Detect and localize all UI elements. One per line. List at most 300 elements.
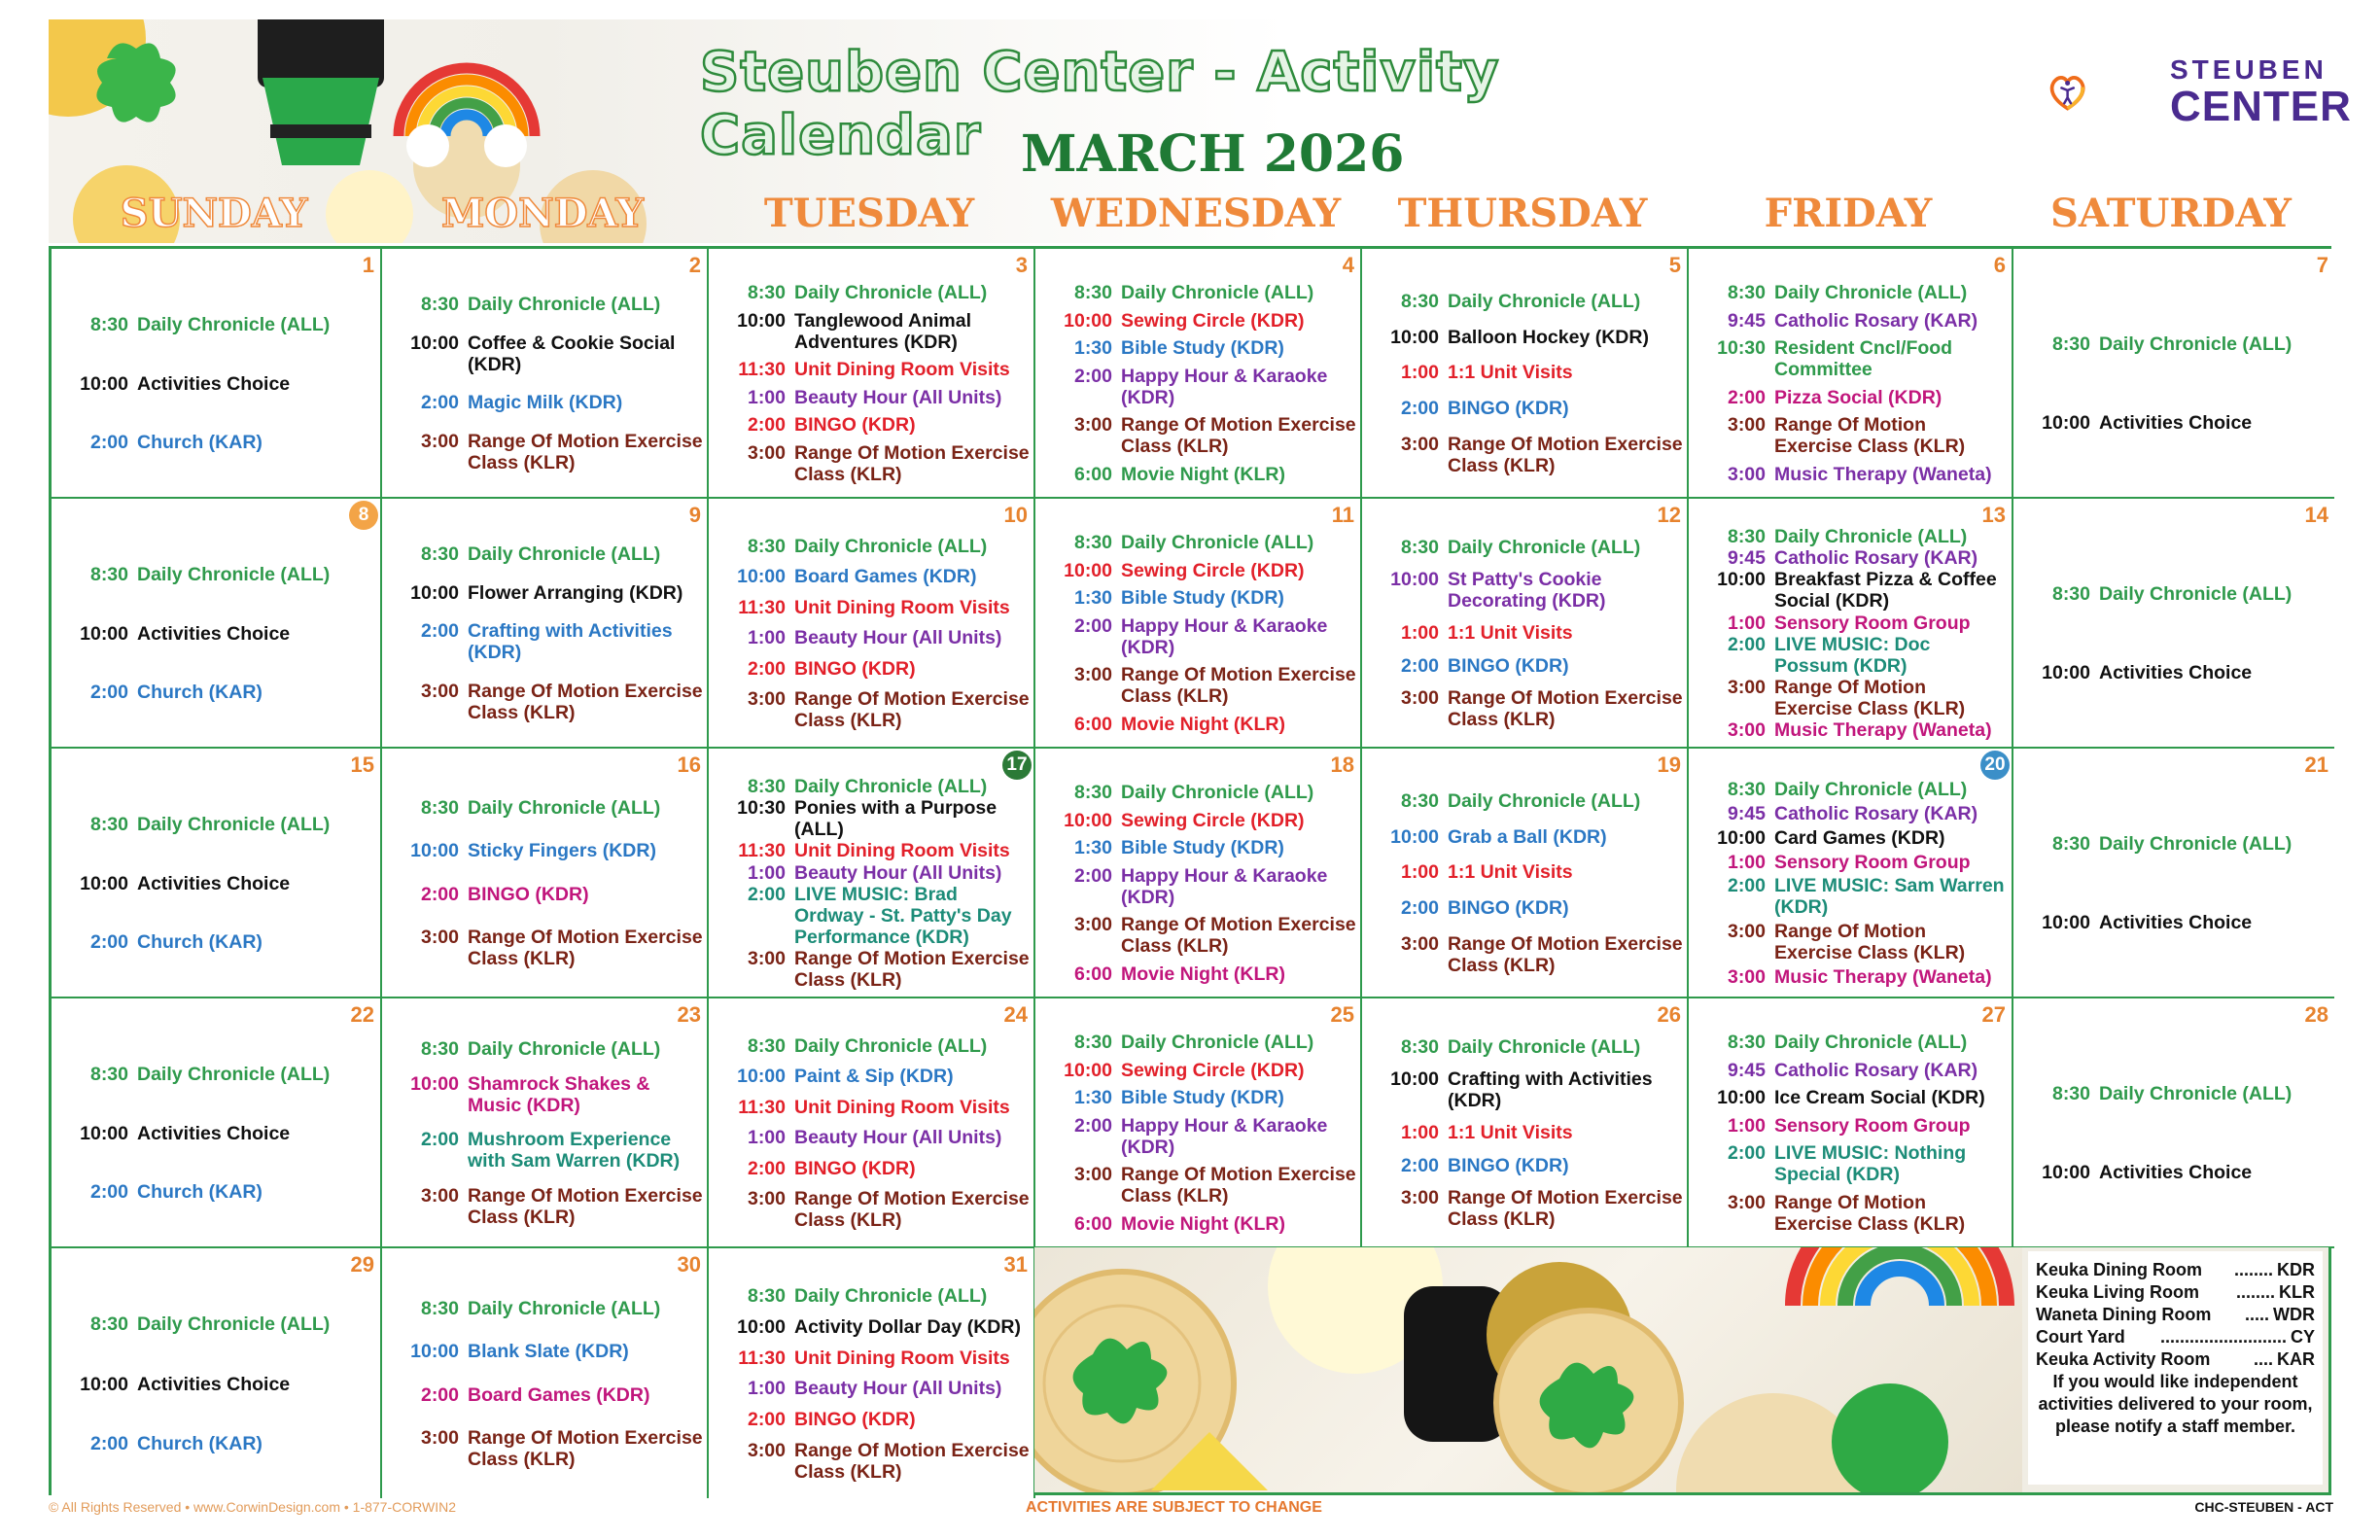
- event-item: [2019, 1083, 2334, 1104]
- event-time: 10:00: [1064, 809, 1112, 831]
- event-item: [1695, 526, 2012, 547]
- event-time: 6:00: [1073, 1212, 1112, 1235]
- event-name: Daily Chronicle (ALL): [2099, 1083, 2292, 1104]
- event-item: [1368, 434, 1687, 476]
- event-time: 8:30: [1400, 290, 1439, 312]
- event-name: BINGO (KDR): [794, 657, 916, 680]
- event-item: [57, 682, 380, 703]
- legend-room-code: WDR: [2273, 1305, 2315, 1324]
- day-cell: [1035, 998, 1362, 1248]
- event-name: Range Of Motion Exercise Class (KLR): [468, 1184, 703, 1228]
- event-item: [1368, 861, 1687, 883]
- day-number: 4: [1342, 253, 1354, 277]
- event-time: 2:00: [747, 883, 786, 905]
- event-time: 11:30: [738, 1096, 786, 1118]
- event-time: 2:00: [1400, 1154, 1439, 1176]
- event-name: Range Of Motion Exercise Class (KLR): [1448, 933, 1683, 977]
- legend-room-name: Waneta Dining Room: [2036, 1305, 2212, 1324]
- event-name: Range Of Motion Exercise Class (KLR): [1121, 914, 1356, 958]
- event-item: [1041, 810, 1360, 831]
- event-item: [1695, 282, 2012, 303]
- event-name: Unit Dining Room Visits: [794, 840, 1010, 862]
- event-name: Daily Chronicle (ALL): [794, 1034, 988, 1057]
- event-list: [1689, 526, 2012, 741]
- event-name: Daily Chronicle (ALL): [137, 1063, 331, 1085]
- event-list: [709, 1276, 1033, 1492]
- event-time: 3:00: [747, 441, 786, 464]
- event-name: Church (KAR): [137, 931, 262, 954]
- event-time: 1:00: [1727, 612, 1766, 634]
- event-item: [388, 797, 707, 819]
- event-list: [2013, 776, 2334, 991]
- legend-dots: ........: [2233, 1260, 2273, 1279]
- event-item: [1041, 1213, 1360, 1235]
- footer-notice: ACTIVITIES ARE SUBJECT TO CHANGE: [1026, 1499, 1322, 1516]
- event-name: Church (KAR): [137, 1432, 262, 1454]
- day-cell: [1035, 749, 1362, 998]
- event-item: [1041, 865, 1360, 908]
- legend-row: [2036, 1259, 2315, 1281]
- event-name: Activities Choice: [137, 872, 291, 894]
- event-item: [1695, 803, 2012, 824]
- day-number: 1: [362, 253, 374, 277]
- event-list: [1362, 276, 1687, 491]
- event-item: [1695, 310, 2012, 332]
- event-time: 2:00: [89, 1432, 128, 1454]
- event-item: [715, 627, 1033, 648]
- event-time: 3:00: [747, 1188, 786, 1210]
- event-time: 3:00: [1400, 434, 1439, 456]
- weekday-sunday: SUNDAY: [120, 191, 308, 236]
- event-name: Activities Choice: [137, 622, 291, 645]
- logo-line2: CENTER: [2170, 83, 2352, 130]
- event-time: 10:00: [1390, 326, 1439, 348]
- event-time: 6:00: [1073, 713, 1112, 735]
- day-number: 23: [677, 1002, 701, 1027]
- logo-text: [2170, 56, 2352, 128]
- event-name: Sewing Circle (KDR): [1121, 809, 1305, 831]
- event-time: 10:00: [1390, 1068, 1439, 1091]
- event-time: 8:30: [747, 282, 786, 304]
- event-item: [2019, 912, 2334, 933]
- event-item: [715, 387, 1033, 408]
- event-name: BINGO (KDR): [468, 883, 589, 905]
- event-time: 1:00: [747, 1127, 786, 1149]
- event-item: [715, 1316, 1033, 1338]
- event-list: [2013, 1026, 2334, 1241]
- event-name: 1:1 Unit Visits: [1448, 622, 1573, 645]
- event-time: 1:30: [1073, 837, 1112, 859]
- day-cell: [1689, 499, 2013, 749]
- day-cell: [382, 249, 709, 499]
- event-name: Sticky Fingers (KDR): [468, 840, 656, 862]
- event-time: 3:00: [1727, 718, 1766, 741]
- event-time: 10:00: [1390, 569, 1439, 591]
- day-cell: [709, 998, 1035, 1248]
- event-item: [715, 1158, 1033, 1179]
- event-item: [1695, 634, 2012, 677]
- event-item: [1695, 1142, 2012, 1185]
- day-number: 8: [349, 501, 378, 530]
- event-list: [709, 276, 1033, 491]
- day-number: 17: [1002, 751, 1032, 780]
- event-item: [388, 927, 707, 969]
- event-item: [1368, 655, 1687, 677]
- event-name: Range Of Motion Exercise Class (KLR): [794, 947, 1030, 991]
- event-list: [1035, 276, 1360, 491]
- event-name: St Patty's Cookie Decorating (KDR): [1448, 569, 1606, 612]
- event-name: BINGO (KDR): [794, 1157, 916, 1179]
- event-time: 2:00: [420, 1129, 459, 1151]
- event-name: Bible Study (KDR): [1121, 337, 1284, 360]
- event-name: Daily Chronicle (ALL): [468, 293, 661, 315]
- event-time: 8:30: [89, 313, 128, 335]
- event-item: [715, 414, 1033, 436]
- event-time: 3:00: [1727, 463, 1766, 485]
- event-name: Daily Chronicle (ALL): [1774, 282, 1968, 304]
- event-name: Beauty Hour (All Units): [794, 861, 1002, 884]
- event-item: [388, 543, 707, 565]
- event-list: [1689, 776, 2012, 991]
- event-item: [1695, 464, 2012, 485]
- event-item: [715, 1188, 1033, 1231]
- event-list: [52, 276, 380, 491]
- event-time: 10:00: [737, 566, 786, 588]
- event-name: Daily Chronicle (ALL): [1774, 526, 1968, 548]
- event-item: [388, 431, 707, 473]
- event-item: [57, 1433, 380, 1454]
- event-time: 1:00: [1727, 1114, 1766, 1137]
- legend-rows: [2036, 1259, 2315, 1371]
- event-item: [1368, 897, 1687, 919]
- room-legend: [2022, 1247, 2328, 1492]
- event-list: [52, 1026, 380, 1241]
- event-time: 8:30: [1073, 782, 1112, 804]
- event-name: BINGO (KDR): [1448, 1154, 1569, 1176]
- event-time: 8:30: [420, 542, 459, 565]
- event-name: Activities Choice: [2099, 662, 2253, 683]
- event-name: Bible Study (KDR): [1121, 1087, 1284, 1109]
- day-number: 19: [1657, 752, 1681, 777]
- event-name: Sensory Room Group: [1774, 612, 1971, 634]
- event-time: 2:00: [420, 1383, 459, 1406]
- event-item: [388, 1384, 707, 1406]
- event-time: 8:30: [1073, 282, 1112, 304]
- day-number: 27: [1981, 1002, 2006, 1027]
- day-cell: [1362, 499, 1689, 749]
- day-cell: [1689, 749, 2013, 998]
- event-time: 8:30: [747, 535, 786, 557]
- day-number: 5: [1668, 253, 1681, 277]
- event-time: 1:00: [1400, 861, 1439, 884]
- event-name: Daily Chronicle (ALL): [468, 797, 661, 820]
- event-name: Activities Choice: [2099, 412, 2253, 434]
- legend-room-code: KAR: [2277, 1349, 2315, 1369]
- event-name: BINGO (KDR): [794, 414, 916, 437]
- event-time: 1:00: [747, 386, 786, 408]
- event-time: 8:30: [747, 1284, 786, 1307]
- event-item: [57, 1313, 380, 1335]
- event-name: Movie Night (KLR): [1121, 1212, 1285, 1235]
- event-time: 10:30: [737, 797, 786, 820]
- event-time: 8:30: [2051, 583, 2090, 605]
- day-number: 21: [2304, 752, 2328, 777]
- event-time: 1:00: [747, 1378, 786, 1400]
- event-item: [1695, 414, 2012, 457]
- legend-room-name: Court Yard: [2036, 1327, 2125, 1347]
- day-cell: [709, 249, 1035, 499]
- event-item: [1041, 532, 1360, 553]
- event-item: [1368, 398, 1687, 419]
- day-cell: [382, 1248, 709, 1498]
- event-name: Range Of Motion Exercise Class (KLR): [794, 1440, 1030, 1484]
- event-name: 1:1 Unit Visits: [1448, 1122, 1573, 1144]
- event-item: [57, 1181, 380, 1203]
- event-time: 2:00: [420, 392, 459, 414]
- event-time: 10:00: [2042, 412, 2090, 434]
- event-item: [1041, 1164, 1360, 1207]
- event-item: [388, 840, 707, 861]
- event-name: Daily Chronicle (ALL): [1448, 789, 1641, 812]
- event-item: [715, 359, 1033, 380]
- event-list: [2013, 276, 2334, 491]
- event-time: 8:30: [1400, 1036, 1439, 1059]
- event-time: 9:45: [1727, 309, 1766, 332]
- day-cell: [2013, 749, 2334, 998]
- event-time: 8:30: [2051, 1083, 2090, 1104]
- event-item: [1041, 782, 1360, 803]
- event-time: 3:00: [420, 926, 459, 948]
- event-item: [388, 1129, 707, 1172]
- event-name: Range Of Motion Exercise Class (KLR): [1448, 434, 1683, 477]
- event-time: 2:00: [89, 931, 128, 954]
- legend-room-code: CY: [2290, 1327, 2315, 1347]
- event-name: Daily Chronicle (ALL): [1121, 282, 1314, 304]
- event-time: 3:00: [1727, 1191, 1766, 1213]
- event-time: 10:30: [1717, 337, 1766, 360]
- day-number: 31: [1003, 1252, 1028, 1277]
- event-name: Range Of Motion Exercise Class (KLR): [1121, 664, 1356, 708]
- event-item: [1041, 914, 1360, 957]
- event-item: [57, 1374, 380, 1395]
- event-item: [1695, 1032, 2012, 1053]
- event-time: 10:00: [1717, 1087, 1766, 1109]
- day-cell: [1362, 998, 1689, 1248]
- event-time: 3:00: [1073, 414, 1112, 437]
- event-item: [715, 948, 1033, 991]
- event-list: [1689, 276, 2012, 491]
- event-item: [1041, 587, 1360, 609]
- event-name: Daily Chronicle (ALL): [137, 563, 331, 585]
- event-time: 8:30: [747, 776, 786, 798]
- event-time: 9:45: [1727, 802, 1766, 824]
- event-name: Movie Night (KLR): [1121, 463, 1285, 485]
- weekday-tuesday: TUESDAY: [763, 191, 975, 236]
- event-name: Range Of Motion Exercise Class (KLR): [1121, 1164, 1356, 1208]
- event-item: [1695, 1115, 2012, 1137]
- event-time: 10:00: [1717, 826, 1766, 849]
- event-item: [1041, 664, 1360, 707]
- event-time: 2:00: [1073, 365, 1112, 387]
- event-list: [1035, 1026, 1360, 1241]
- event-name: Happy Hour & Karaoke (KDR): [1121, 365, 1328, 408]
- event-time: 8:30: [1727, 1032, 1766, 1054]
- event-item: [57, 814, 380, 835]
- event-name: Range Of Motion Exercise Class (KLR): [1774, 414, 1966, 458]
- event-item: [715, 442, 1033, 485]
- event-time: 1:00: [747, 861, 786, 884]
- event-time: 10:00: [80, 622, 128, 645]
- event-name: Daily Chronicle (ALL): [794, 282, 988, 304]
- event-time: 3:00: [420, 681, 459, 703]
- month-title: MARCH 2026: [1021, 124, 1405, 184]
- event-item: [57, 931, 380, 953]
- event-name: Range Of Motion Exercise Class (KLR): [1774, 1191, 1966, 1235]
- event-item: [715, 1127, 1033, 1148]
- event-time: 10:00: [80, 1373, 128, 1395]
- cookies-image: [1034, 1247, 2022, 1492]
- day-cell: [52, 1248, 382, 1498]
- event-name: Coffee & Cookie Social (KDR): [468, 332, 676, 375]
- event-time: 3:00: [747, 1440, 786, 1462]
- day-number: 15: [350, 752, 374, 777]
- event-time: 1:00: [1400, 1122, 1439, 1144]
- event-item: [388, 392, 707, 413]
- event-time: 9:45: [1727, 1059, 1766, 1081]
- event-name: Activities Choice: [137, 1122, 291, 1144]
- event-item: [57, 1123, 380, 1144]
- event-time: 3:00: [1073, 914, 1112, 936]
- day-cell: [52, 249, 382, 499]
- day-cell: [1035, 249, 1362, 499]
- day-number: 30: [677, 1252, 701, 1277]
- day-number: 20: [1980, 751, 2010, 780]
- event-name: 1:1 Unit Visits: [1448, 861, 1573, 884]
- event-name: Catholic Rosary (KAR): [1774, 309, 1978, 332]
- event-item: [1041, 366, 1360, 408]
- event-name: Sewing Circle (KDR): [1121, 309, 1305, 332]
- event-name: Activity Dollar Day (KDR): [794, 1315, 1021, 1338]
- event-item: [388, 294, 707, 315]
- event-item: [1041, 1087, 1360, 1108]
- legend-dots: ..........................: [2159, 1327, 2287, 1347]
- event-time: 2:00: [747, 1157, 786, 1179]
- event-time: 11:30: [738, 359, 786, 381]
- event-name: Range Of Motion Exercise Class (KLR): [1774, 676, 1966, 719]
- event-item: [1695, 719, 2012, 741]
- day-number: 6: [1993, 253, 2006, 277]
- event-item: [1368, 537, 1687, 558]
- legend-dots: ........: [2235, 1282, 2275, 1302]
- day-number: 12: [1657, 503, 1681, 527]
- event-time: 2:00: [89, 1181, 128, 1204]
- event-item: [57, 314, 380, 335]
- event-time: 10:00: [410, 1341, 459, 1363]
- event-item: [1041, 282, 1360, 303]
- event-name: Daily Chronicle (ALL): [468, 1038, 661, 1061]
- day-number: 22: [350, 1002, 374, 1027]
- event-name: LIVE MUSIC: Nothing Special (KDR): [1774, 1142, 1967, 1186]
- event-item: [715, 1440, 1033, 1483]
- event-time: 1:30: [1073, 1087, 1112, 1109]
- event-name: Sewing Circle (KDR): [1121, 559, 1305, 581]
- event-name: Pizza Social (KDR): [1774, 386, 1942, 408]
- event-name: Ice Cream Social (KDR): [1774, 1087, 1985, 1109]
- legend-note: If you would like independent activities delivered to your room, please notify a staff member.: [2038, 1372, 2313, 1436]
- event-list: [1362, 526, 1687, 741]
- event-name: Daily Chronicle (ALL): [1121, 1032, 1314, 1054]
- event-item: [715, 310, 1033, 353]
- event-name: Bible Study (KDR): [1121, 837, 1284, 859]
- event-name: Happy Hour & Karaoke (KDR): [1121, 614, 1328, 658]
- event-name: Daily Chronicle (ALL): [2099, 833, 2292, 855]
- event-list: [1362, 1026, 1687, 1241]
- event-item: [715, 566, 1033, 587]
- event-time: 8:30: [747, 1034, 786, 1057]
- room-legend-box: [2028, 1251, 2323, 1485]
- day-cell: [2013, 249, 2334, 499]
- event-time: 1:00: [1400, 622, 1439, 645]
- event-name: Music Therapy (Waneta): [1774, 718, 1992, 741]
- event-list: [382, 1026, 707, 1241]
- event-name: Board Games (KDR): [468, 1383, 650, 1406]
- event-time: 11:30: [738, 1347, 786, 1369]
- event-name: Mushroom Experience with Sam Warren (KDR): [468, 1129, 681, 1172]
- event-name: BINGO (KDR): [794, 1409, 916, 1431]
- event-name: BINGO (KDR): [1448, 897, 1569, 920]
- event-list: [52, 1276, 380, 1492]
- event-time: 11:30: [738, 596, 786, 618]
- event-name: Daily Chronicle (ALL): [1448, 290, 1641, 312]
- event-item: [715, 884, 1033, 948]
- event-item: [1041, 837, 1360, 858]
- legend-row: [2036, 1326, 2315, 1348]
- event-time: 10:00: [737, 309, 786, 332]
- event-name: Daily Chronicle (ALL): [137, 1313, 331, 1336]
- day-cell: [1362, 749, 1689, 998]
- day-cell: [2013, 998, 2334, 1248]
- event-time: 10:00: [737, 1066, 786, 1088]
- event-item: [1368, 933, 1687, 976]
- legend-room-name: Keuka Living Room: [2036, 1282, 2200, 1302]
- event-item: [388, 681, 707, 723]
- day-cell: [382, 749, 709, 998]
- event-time: 1:00: [1727, 851, 1766, 873]
- event-time: 2:00: [747, 657, 786, 680]
- event-list: [709, 776, 1033, 991]
- day-cell: [1689, 249, 2013, 499]
- event-name: Range Of Motion Exercise Class (KLR): [1448, 686, 1683, 730]
- event-item: [1041, 310, 1360, 332]
- event-name: Daily Chronicle (ALL): [137, 313, 331, 335]
- event-name: Range Of Motion Exercise Class (KLR): [794, 441, 1030, 485]
- day-number: 2: [688, 253, 701, 277]
- event-name: Daily Chronicle (ALL): [468, 542, 661, 565]
- event-time: 11:30: [738, 840, 786, 862]
- event-name: Unit Dining Room Visits: [794, 1096, 1010, 1118]
- event-time: 3:00: [1727, 966, 1766, 989]
- event-item: [1041, 1032, 1360, 1053]
- event-name: Balloon Hockey (KDR): [1448, 326, 1649, 348]
- event-name: Church (KAR): [137, 432, 262, 454]
- event-time: 8:30: [89, 1313, 128, 1336]
- event-time: 2:00: [89, 432, 128, 454]
- event-time: 8:30: [89, 1063, 128, 1085]
- event-time: 10:00: [1717, 569, 1766, 591]
- day-number: 10: [1003, 503, 1028, 527]
- event-item: [715, 862, 1033, 884]
- event-item: [1368, 687, 1687, 730]
